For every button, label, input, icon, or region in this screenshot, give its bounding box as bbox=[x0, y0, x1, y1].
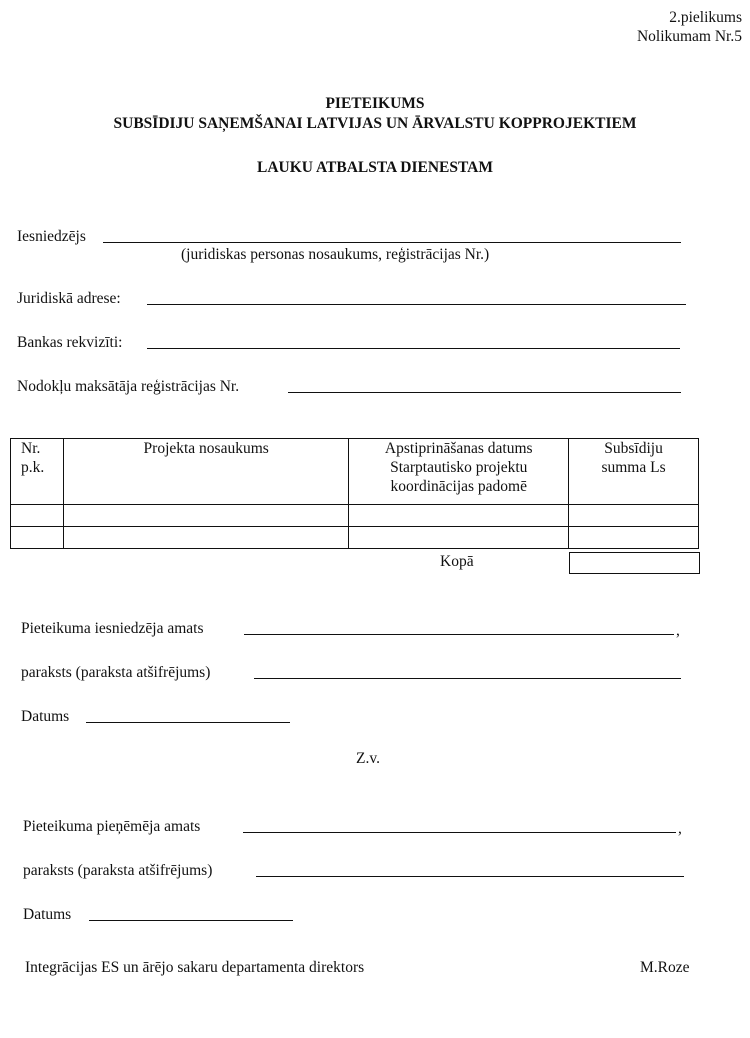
receiver-date-label: Datums bbox=[23, 906, 72, 923]
bank-label: Bankas rekvizīti: bbox=[17, 334, 123, 351]
total-amount-field[interactable] bbox=[569, 552, 700, 574]
director-name: M.Roze bbox=[640, 959, 690, 976]
receiver-position-field[interactable] bbox=[243, 832, 676, 833]
tax-field[interactable] bbox=[288, 392, 681, 393]
table-cell[interactable] bbox=[11, 527, 64, 549]
col-number-header-line2: p.k. bbox=[21, 459, 45, 476]
table-cell[interactable] bbox=[349, 527, 569, 549]
table-cell[interactable] bbox=[569, 505, 699, 527]
col-project-header bbox=[63, 439, 348, 505]
table-row bbox=[11, 505, 699, 527]
table-cell[interactable] bbox=[569, 527, 699, 549]
applicant-label: Iesniedzējs bbox=[17, 228, 86, 245]
col-date-header-line1: Apstiprināšanas datums bbox=[384, 440, 533, 457]
submitter-position-label: Pieteikuma iesniedzēja amats bbox=[21, 620, 204, 637]
annex-regulation: Nolikumam Nr.5 bbox=[636, 28, 742, 45]
submitter-date-field[interactable] bbox=[86, 722, 290, 723]
table-row bbox=[11, 527, 699, 549]
annex-reference bbox=[637, 8, 742, 46]
receiver-comma: , bbox=[678, 820, 682, 837]
col-number-header bbox=[11, 439, 64, 505]
applicant-hint: (juridiskas personas nosaukums, reģistrācijas Nr.) bbox=[181, 246, 490, 263]
table-cell[interactable] bbox=[349, 505, 569, 527]
receiver-signature-field[interactable] bbox=[256, 876, 684, 877]
table-cell[interactable] bbox=[63, 527, 348, 549]
projects-table bbox=[10, 438, 699, 549]
col-amount-header-line1: Subsīdiju bbox=[604, 440, 663, 457]
col-date-header bbox=[349, 439, 569, 505]
form-subtitle: SUBSĪDIJU SAŅEMŠANAI LATVIJAS UN ĀRVALSTU KOPPROJEKTIEM bbox=[113, 115, 637, 132]
receiver-date-field[interactable] bbox=[89, 920, 293, 921]
col-number-header-line1: Nr. bbox=[21, 440, 41, 457]
table-header-row bbox=[11, 439, 699, 505]
applicant-field[interactable] bbox=[103, 242, 681, 243]
director-position: Integrācijas ES un ārējo sakaru departamenta direktors bbox=[25, 959, 365, 976]
col-project-header-text: Projekta nosaukums bbox=[143, 440, 269, 457]
form-title: PIETEIKUMS bbox=[325, 95, 425, 112]
form-recipient: LAUKU ATBALSTA DIENESTAM bbox=[257, 159, 493, 176]
col-date-header-line2: Starptautisko projektu bbox=[390, 459, 528, 476]
address-label: Juridiskā adrese: bbox=[17, 290, 121, 307]
col-amount-header bbox=[569, 439, 699, 505]
bank-field[interactable] bbox=[147, 348, 680, 349]
submitter-comma: , bbox=[676, 622, 680, 639]
submitter-date-label: Datums bbox=[21, 708, 70, 725]
submitter-signature-field[interactable] bbox=[254, 678, 681, 679]
annex-number: 2.pielikums bbox=[669, 9, 742, 26]
seal-mark: Z.v. bbox=[356, 750, 380, 767]
receiver-position-label: Pieteikuma pieņēmēja amats bbox=[23, 818, 201, 835]
col-amount-header-line2: summa Ls bbox=[601, 459, 666, 476]
submitter-signature-label: paraksts (paraksta atšifrējums) bbox=[21, 664, 211, 681]
tax-label: Nodokļu maksātāja reģistrācijas Nr. bbox=[17, 378, 240, 395]
receiver-signature-label: paraksts (paraksta atšifrējums) bbox=[23, 862, 213, 879]
submitter-position-field[interactable] bbox=[244, 634, 674, 635]
total-label: Kopā bbox=[440, 553, 474, 570]
col-date-header-line3: koordinācijas padomē bbox=[390, 478, 527, 495]
address-field[interactable] bbox=[147, 304, 686, 305]
table-cell[interactable] bbox=[63, 505, 348, 527]
table-cell[interactable] bbox=[11, 505, 64, 527]
